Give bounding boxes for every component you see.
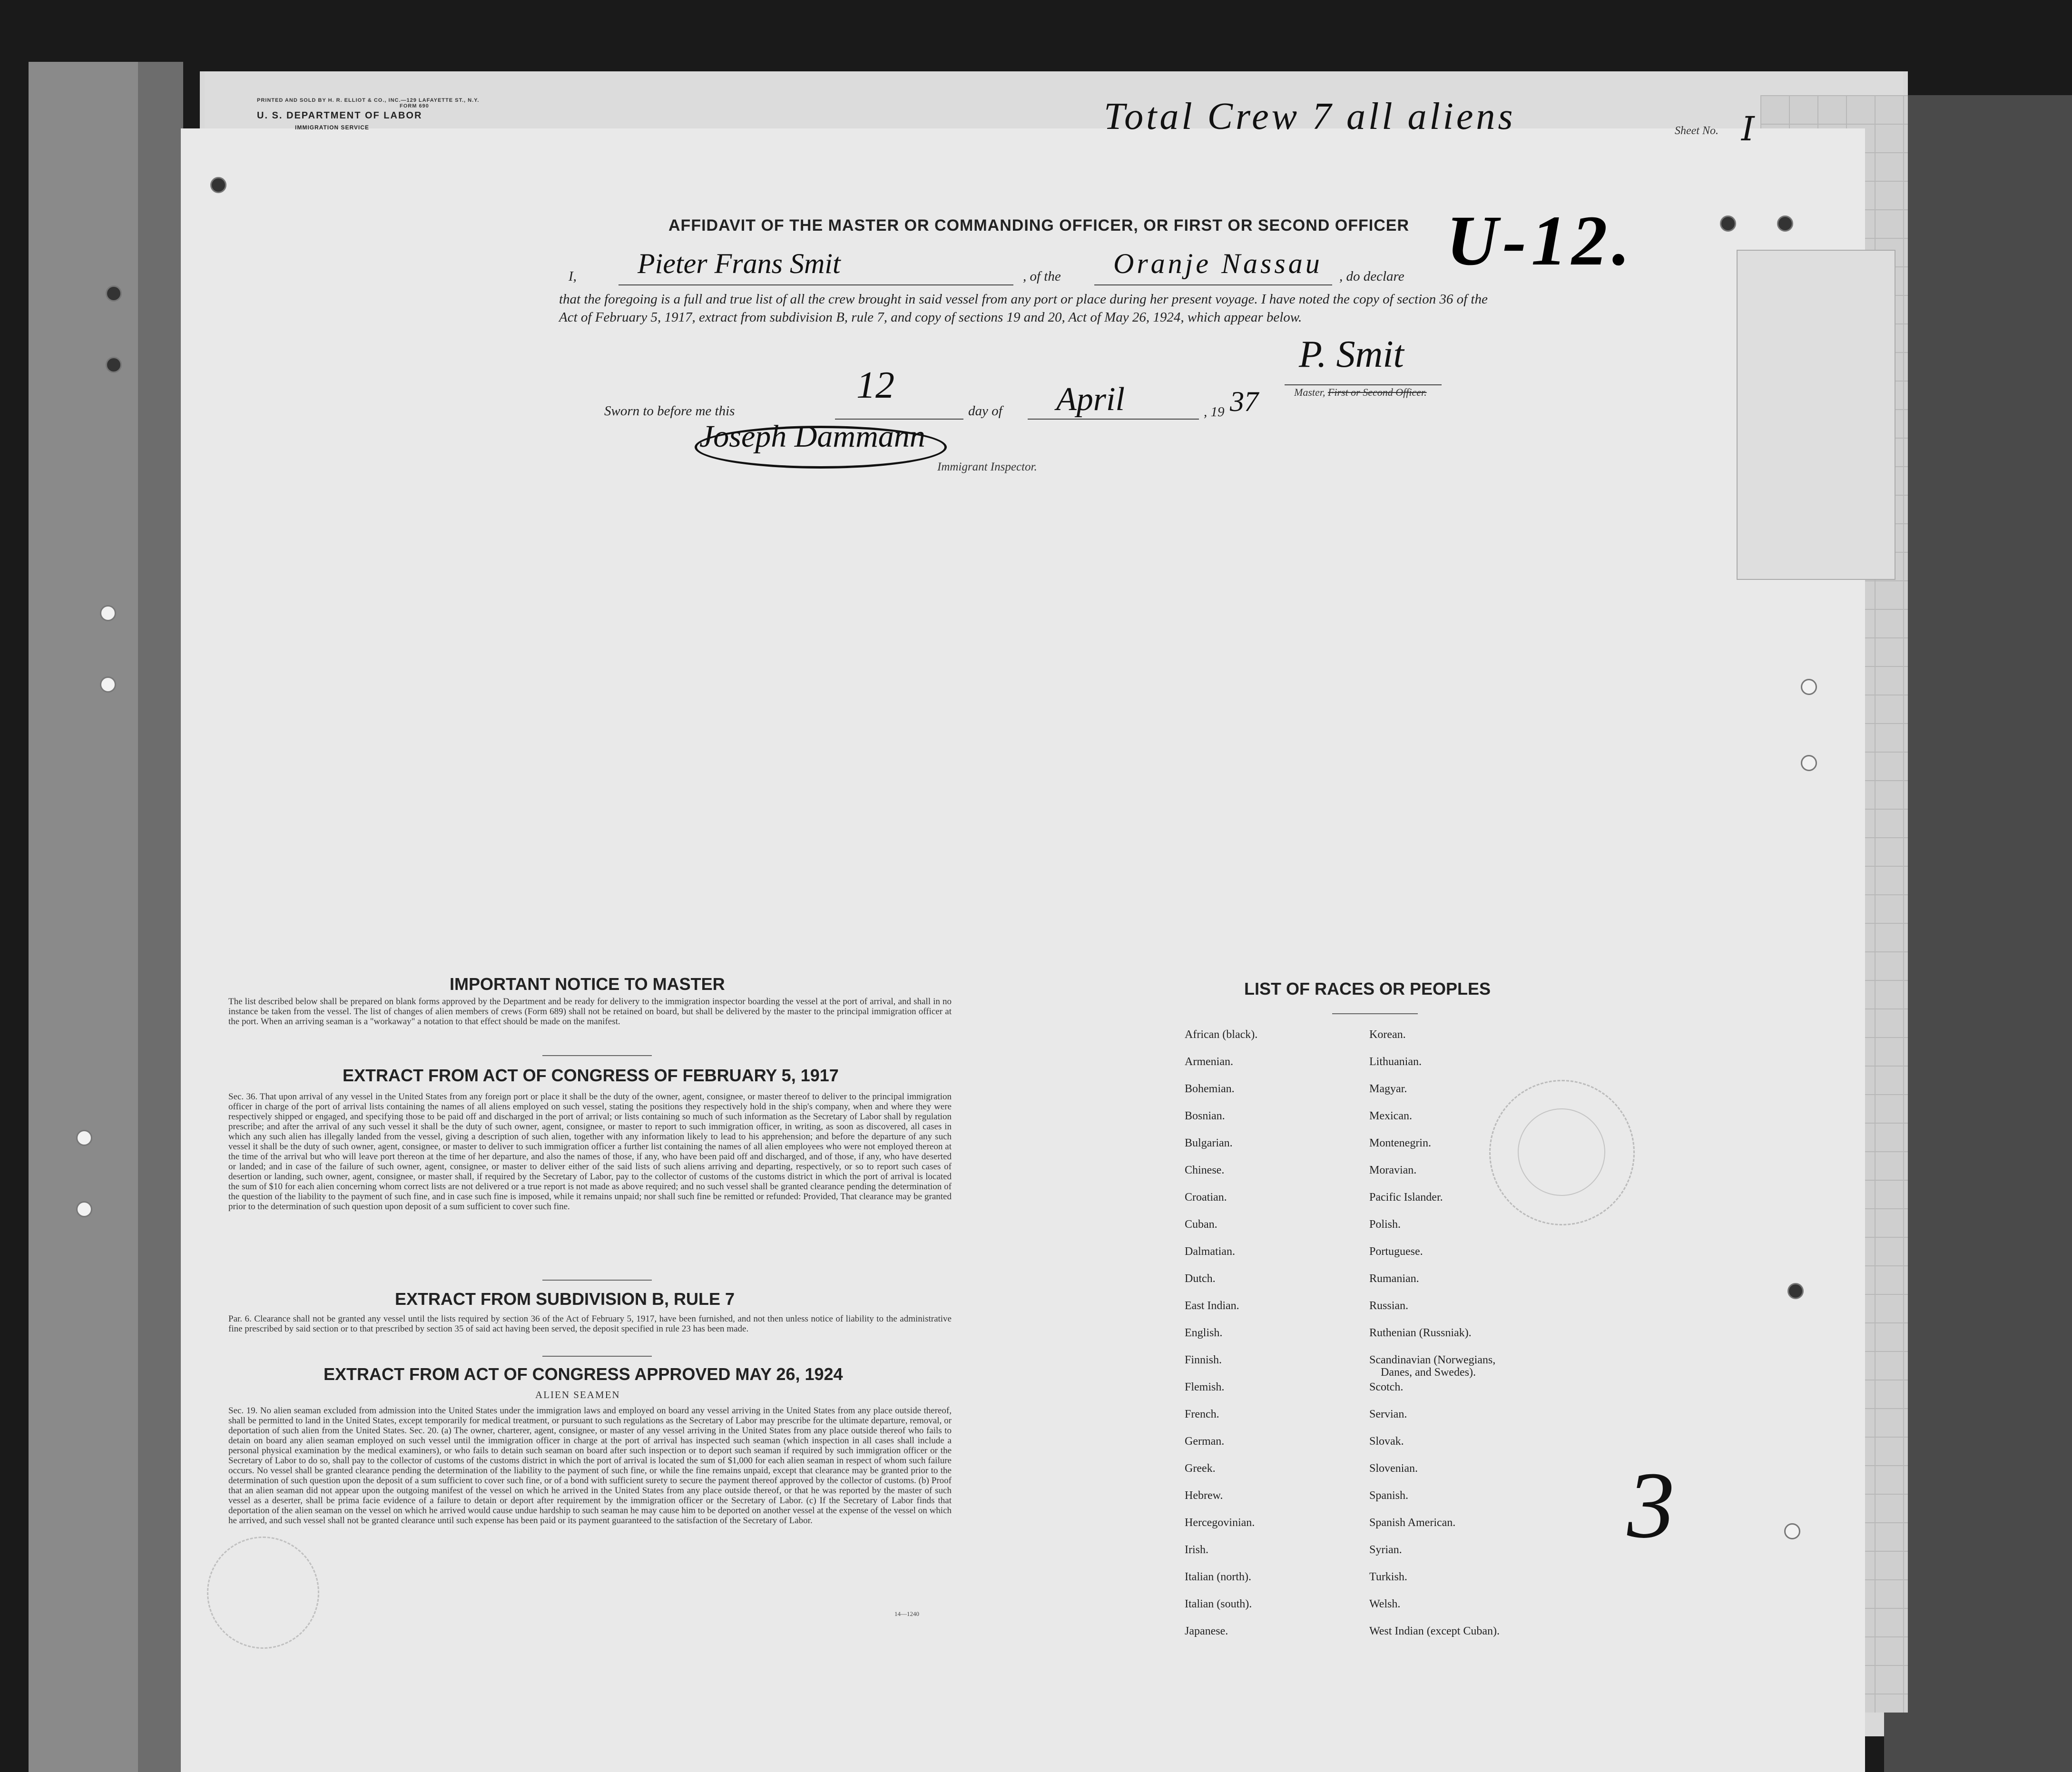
printer-line: PRINTED AND SOLD BY H. R. ELLIOT & CO., INC.—129 LAFAYETTE ST., N.Y. FORM 690 <box>257 98 480 109</box>
race-item: Polish. <box>1369 1218 1401 1231</box>
race-item: Rumanian. <box>1369 1273 1419 1285</box>
race-item: Italian (north). <box>1185 1571 1251 1583</box>
race-item: Moravian. <box>1369 1164 1417 1176</box>
race-item: Pacific Islander. <box>1369 1191 1443 1204</box>
binding-hole <box>1801 755 1817 771</box>
race-item: Mexican. <box>1369 1110 1412 1122</box>
race-item: Korean. <box>1369 1028 1406 1041</box>
race-item: Magyar. <box>1369 1083 1407 1095</box>
race-item: Spanish. <box>1369 1489 1409 1502</box>
affidavit-line-end: , do declare <box>1339 269 1404 284</box>
race-item: Hercegovinian. <box>1185 1517 1255 1529</box>
race-item: Cuban. <box>1185 1218 1218 1231</box>
extract-1917-title: EXTRACT FROM ACT OF CONGRESS OF FEBRUARY 5, 1917 <box>343 1066 839 1085</box>
race-item: Syrian. <box>1369 1544 1402 1556</box>
binding-hole <box>1777 215 1793 232</box>
race-item: Slovenian. <box>1369 1462 1418 1475</box>
divider <box>542 1356 652 1357</box>
day-of-text: day of <box>968 403 1002 419</box>
sworn-month-handwritten: April <box>1056 381 1125 418</box>
race-item: French. <box>1185 1408 1219 1420</box>
race-item: Greek. <box>1185 1462 1216 1475</box>
race-item: Scandinavian (Norwegians, Danes, and Swedes). <box>1369 1354 1496 1379</box>
handwritten-crew-total: Total Crew 7 all aliens <box>1104 96 1516 137</box>
binding-hole <box>1784 1523 1800 1539</box>
race-item: Flemish. <box>1185 1381 1225 1393</box>
handwritten-sheet-mark: U-12. <box>1446 201 1635 280</box>
sworn-year-handwritten: 37 <box>1230 386 1258 417</box>
race-item: Dutch. <box>1185 1273 1216 1285</box>
race-item: Finnish. <box>1185 1354 1222 1366</box>
race-item: Armenian. <box>1185 1056 1233 1068</box>
binding-hole <box>76 1201 92 1217</box>
master-signature-label: Master, First or Second Officer. <box>1294 386 1427 398</box>
race-item: Japanese. <box>1185 1625 1228 1637</box>
race-item: Ruthenian (Russniak). <box>1369 1327 1472 1339</box>
race-item: Italian (south). <box>1185 1598 1252 1610</box>
affidavit-body: that the foregoing is a full and true list of all the crew brought in said vessel from any port or place during her present voyage. I have noted the copy of section 36 of the Act of February 5, 1917, extract from subdivision B, rule 7, and copy of sections 19 and 20, Act of May 26, 1924, which appear below. <box>559 292 1488 325</box>
inspector-label: Immigrant Inspector. <box>937 460 1037 473</box>
race-item: Slovak. <box>1369 1435 1404 1448</box>
races-title: LIST OF RACES OR PEOPLES <box>1244 979 1491 999</box>
background-sheet-left-edge <box>138 62 183 1772</box>
master-signature-line <box>1285 384 1442 385</box>
notice-body: The list described below shall be prepared on blank forms approved by the Department and be ready for delivery to the immigration inspector boarding the vessel at the port of arrival, and shall in no instance be taken from the vessel. The list of changes of alien members of crews (Form 689) shall not be retained on board, but shall be delivered by the master to the principal immigration officer at the port. When an arriving seaman is a "workaway" a notation to that effect should be made on the manifest. <box>228 997 952 1027</box>
race-item: Bohemian. <box>1185 1083 1235 1095</box>
binding-hole <box>100 676 116 693</box>
binding-hole <box>210 177 226 193</box>
sworn-text: Sworn to before me this <box>604 403 735 419</box>
race-item: East Indian. <box>1185 1300 1239 1312</box>
divider <box>542 1055 652 1056</box>
race-item: Croatian. <box>1185 1191 1227 1204</box>
affidavit-line-mid: , of the <box>1023 269 1061 284</box>
race-item: Chinese. <box>1185 1164 1225 1176</box>
extract-1924-title: EXTRACT FROM ACT OF CONGRESS APPROVED MAY 26, 1924 <box>324 1364 843 1384</box>
race-item: Portuguese. <box>1369 1245 1423 1258</box>
master-signature: P. Smit <box>1299 333 1404 375</box>
race-item: Dalmatian. <box>1185 1245 1235 1258</box>
binding-hole <box>106 285 122 302</box>
inspector-signature: Joseph Dammann <box>699 419 925 454</box>
sworn-day-handwritten: 12 <box>856 364 894 406</box>
name-underline <box>619 284 1013 285</box>
affidavit-title: AFFIDAVIT OF THE MASTER OR COMMANDING OFFICER, OR FIRST OR SECOND OFFICER <box>668 216 1409 235</box>
attached-flap <box>1737 250 1895 580</box>
binding-hole <box>1787 1283 1804 1299</box>
race-item: Russian. <box>1369 1300 1409 1312</box>
race-item: Bulgarian. <box>1185 1137 1233 1149</box>
divider <box>542 1280 652 1281</box>
paragraph-6-text: Par. 6. Clearance shall not be granted any vessel until the lists required by section 36 of the Act of February 5, 1917, have been furnished, and not then unless notice of liability to the administrative fine prescribed by said section or to that prescribed by section 35 of said act having been served, the deposit specified in rule 23 has been made. <box>228 1314 952 1334</box>
notice-title: IMPORTANT NOTICE TO MASTER <box>450 974 725 994</box>
department-name: U. S. DEPARTMENT OF LABOR IMMIGRATION SERVICE <box>257 110 422 131</box>
form-code: 14—1240 <box>894 1610 919 1617</box>
race-item: Irish. <box>1185 1544 1208 1556</box>
sheet-number-value: I <box>1741 109 1755 148</box>
alien-seamen-heading: ALIEN SEAMEN <box>535 1389 620 1400</box>
binding-hole <box>1720 215 1736 232</box>
race-item: Montenegrin. <box>1369 1137 1431 1149</box>
month-underline <box>1028 419 1199 420</box>
year-prefix: , 19 <box>1204 404 1225 420</box>
background-sheet-right <box>1884 95 2072 1772</box>
embossed-seal-inner <box>1518 1108 1605 1196</box>
vessel-name-handwritten: Oranje Nassau <box>1113 248 1323 279</box>
race-item: Spanish American. <box>1369 1517 1456 1529</box>
race-item: Servian. <box>1369 1408 1407 1420</box>
section-36-text: Sec. 36. That upon arrival of any vessel in the United States from any foreign port or place it shall be the duty of the owner, agent, consignee, or master thereof to deliver to the principal immigration officer in charge of the port of arrival lists containing the names of all aliens employed on such vessel, stating the positions they respectively hold in the ship's company, when and where they were respectively shipped or engaged, and specifying those to be paid off and discharged in the port of arrival; or lists containing so much of such information as the Secretary of Labor shall by regulation prescribe; and after the arrival of any such vessel it shall be the duty of such owner, agent, consignee, or master to report to such immigration officer, in writing, as soon as discovered, all cases in which any such alien has illegally landed from the vessel, giving a description of such alien, together with any information likely to lead to his apprehension; and before the departure of any such vessel it shall be the duty of such owner, agent, consignee, or master to deliver to such immigration officer a further list containing the names of all alien employees who were not employed thereon at the time of the arrival but who will leave port thereon at the time of her departure, and also the names of those, if any, who have been paid off and discharged, and of those, if any, who have deserted or landed; and in case of the failure of such owner, agent, consignee, or master to deliver either of the said lists of such aliens arriving and departing, respectively, or so to report such cases of desertion or landing, such owner, agent, consignee, or master shall, if required by the Secretary of Labor, pay to the collector of customs of the customs district in which the port of arrival is located the sum of $10 for each alien concerning whom correct lists are not delivered or a true report is not made as above required; and no such vessel shall be granted clearance pending the determination of the question of the liability to the payment of such fine, and in case such fine is imposed, while it remains unpaid; nor shall such fine be remitted or refunded: Provided, That clearance may be granted prior to the determination of such question upon deposit of a sum sufficient to cover such fine. <box>228 1092 952 1212</box>
race-item: Scotch. <box>1369 1381 1404 1393</box>
background-sheet-left <box>29 62 138 1772</box>
handwritten-page-number: 3 <box>1627 1453 1675 1558</box>
officer-name-handwritten: Pieter Frans Smit <box>638 248 841 279</box>
binding-hole <box>76 1130 92 1146</box>
race-item: Hebrew. <box>1185 1489 1223 1502</box>
race-item: African (black). <box>1185 1028 1258 1041</box>
binding-hole <box>100 605 116 621</box>
race-item: English. <box>1185 1327 1223 1339</box>
divider <box>1332 1013 1418 1014</box>
affidavit-line-start: I, <box>569 269 577 284</box>
race-item: Welsh. <box>1369 1598 1401 1610</box>
vessel-underline <box>1094 284 1332 285</box>
race-item: West Indian (except Cuban). <box>1369 1625 1500 1637</box>
race-item: Bosnian. <box>1185 1110 1225 1122</box>
extract-rule7-title: EXTRACT FROM SUBDIVISION B, RULE 7 <box>395 1289 735 1309</box>
race-item: German. <box>1185 1435 1225 1448</box>
binding-hole <box>106 357 122 373</box>
sections-19-20-text: Sec. 19. No alien seaman excluded from admission into the United States under the immigration laws and employed on board any vessel arriving in the United States from any place outside thereof, shall be permitted to land in the United States, except temporarily for medical treatment, or pursuant to such regulations as the Secretary of Labor may prescribe for the ultimate departure, removal, or deportation of such alien from the United States. Sec. 20. (a) The owner, charterer, agent, consignee, or master of any vessel arriving in the United States from any place outside thereof who fails to detain on board any alien seaman employed on such vessel until the immigration officer in charge at the port of arrival has inspected such seaman (which inspection in all cases shall include a personal physical examination by the medical examiners), or who fails to detain such seaman on board after such inspection or to deport such seaman if required by such immigration officer or the Secretary of Labor to do so, shall pay to the collector of customs of the customs district in which the port of arrival is located the sum of $1,000 for each alien seaman in respect of whom such failure occurs. No vessel shall be granted clearance pending the determination of the liability to the payment of such fine, or while the fine remains unpaid, except that clearance may be granted prior to the determination of such question upon the deposit of a sum sufficient to cover such fine, or of a bond with sufficient surety to secure the payment thereof approved by the collector of customs. (b) Proof that an alien seaman did not appear upon the outgoing manifest of the vessel on which he arrived in the United States from any place outside thereof, or that he was reported by the master of such vessel as a deserter, shall be prima facie evidence of a failure to detain or deport after requirement by the immigration officer or the Secretary of Labor. (c) If the Secretary of Labor finds that deportation of the alien seaman on the vessel on which he arrived would cause undue hardship to such seaman he may cause him to be deported on another vessel at the expense of the vessel on which he arrived, and such vessel shall not be granted clearance until such expense has been paid or its payment guaranteed to the satisfaction of the Secretary of Labor. <box>228 1406 952 1526</box>
race-item: Lithuanian. <box>1369 1056 1422 1068</box>
race-item: Turkish. <box>1369 1571 1407 1583</box>
sheet-number-label: Sheet No. <box>1675 125 1718 137</box>
binding-hole <box>1801 679 1817 695</box>
faded-stamp <box>207 1537 319 1649</box>
